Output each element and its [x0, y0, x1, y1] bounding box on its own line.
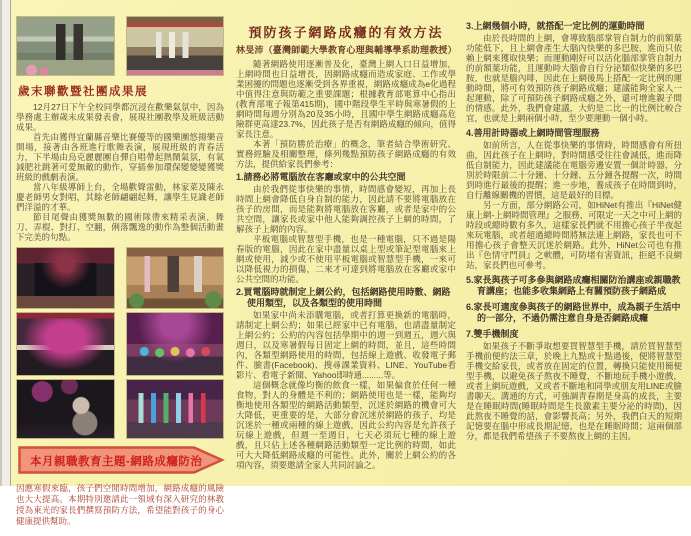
left-column	[16, 16, 224, 536]
photo-purple-stage-performers	[126, 312, 225, 376]
section-heading-3: 3.上網幾個小時，就搭配一定比例的運動時間	[466, 21, 645, 31]
section-heading-5: 5.家長與孩子可多參與網路成癮相關防治講座或親職教育講座；也能多收集網路上有關預防孩子網路成	[466, 275, 681, 296]
banner-footer-paragraph: 因應寒假來臨，孩子們空閒時間增加，網路成癮的風險也大大提高。本期特別邀請此一領域有深入研究的林教授為東光的家長們撰寫預防方法，希望能對孩子的身心健康提供幫助。	[16, 483, 224, 526]
middle-column	[236, 16, 456, 470]
section-heading-4: 4.善用計時器或上網時間管理服務	[466, 128, 600, 138]
paragraph: 由於我們從事快樂的事情，時間感會變短，再加上長時間上網會降低自身自制的能力，因此請不要將電腦放在孩子的房間，而是能夠將電腦放在客廳，或者是家中的公共空間，讓家長或家中他人能夠調控孩子上網的時間，了解孩子上網的內容。	[236, 184, 456, 234]
photo-row-4	[16, 379, 224, 439]
paragraph: 這個概念就像均衡的飲食一樣，如果偏食於任何一種食物，對人的身體是不利的；網路使用也是一樣，能夠均衡地使用各類型的網路活動類型，沉迷於網路的機會可大大降低，更重要的是，大部分會沉迷於網路的孩子，均是沉迷於一種或兩種的線上遊戲，因此公約內容是允許孩子玩線上遊戲，但週一至週日，七天必須玩七種的線上遊戲，且只佔上述各種網路活動類型一定比例的時間，如此可大大降低網路成癮的可能性。此外，關於上網公約的各項內容，須要邀請全家人共同討論之。	[236, 380, 456, 470]
photo-dance-stage	[126, 247, 225, 309]
paragraph: 另一方面，部分網路公司，如HiNet有推出『HiNet健康上網-上網時間管理』之服務，可限定一天之中可上網的時段或總時數有多久，這樣家長們就不用擔心孩子半夜起來玩電腦，或者超過總時間將無法連上網路，家長也可不用擔心孩子會整天沉迷於網路。此外，HiNet公司也有推出『色情守門員』之軟體，可防堵有害資訊，拒絕不良網站，家長們也可參考。	[466, 200, 682, 270]
section-heading-6: 6.家長可適度參與孩子的網路世界中，成為親子生活中的一部分，不過仍需注意自身是否網路成癮	[466, 302, 681, 323]
scan-edge-shadow	[0, 0, 2, 486]
paragraph: 首先由獲得宜蘭縣音樂比賽優等的國樂團悠揚樂音開場，接著由各班進行歌舞表演，展現班級的青春活力，下半場由烏克麗麗團自彈自唱帶起熱鬧氣氛，有氧減肥社跳著可愛無敵的動作，穿插參加環保變變變獲獎班級的戲劇表演。	[16, 132, 224, 182]
photo-costume-stage	[126, 16, 225, 76]
photo-ceremony-speech	[16, 16, 115, 76]
paragraph: 本著「預防勝於治療」的概念，筆者結合學術研究、實務經驗及相關整理，條列幾點預防孩子網路成癮的有效方法，提供給家長們參考：	[236, 139, 456, 169]
paragraph: 12月27日下午全校同學都沉浸在歡樂氣氛中，因為學務處主辦歲末成果發表會，展現社團教學及班級活動成果。	[16, 102, 224, 132]
paragraph: 如前所言，人在從事快樂的事情時，時間感會有所扭曲，因此孩子在上網時，對時間感受往往會減低，進而降低自制能力，因此建議能在電腦旁邊安置一個計時器，分別於時限前二十分鐘、十分鐘、五分鐘各提醒一次，時間到時進行最後的提醒；進一步地，養成孩子在時間到時，自行離線關機的習慣，這是最好的目標。	[466, 140, 682, 200]
photo-singer-dark-stage	[16, 379, 115, 439]
photo-row-3	[16, 312, 224, 376]
paragraph: 當八年級導師上台，全場歡聲雷動，林家菜及陳永慶老師男女對唱，其餘老師翩翩起舞，讓學生見識老師們洋溢的才華。	[16, 182, 224, 212]
paragraph: 如果孩子不斷爭取想要買智慧型手機，請於買智慧型手機前便約法三章，於晚上九點或十點過後，便將智慧型手機交給家長，或者放在固定的位置，轉換只能使用簡便型手機，以避免孩子熬夜不睡覺，不斷地玩手機小遊戲，或者上網玩遊戲，又或者不斷地和同學或朋友用LINE或臉書聊天。溝通的方式，可強調青春期是身高的成長，主要是在睡眠時間(睡眠時間是生長激素主要分泌的時間)，因此熬夜不睡覺的話，會影響長高；另外，我們白天的短期記憶要在腦中形成長期記憶，也是在睡眠時間；這兩個部分，都是我們希望孩子不要熬夜上網的主因。	[466, 341, 682, 441]
article-author: 林旻沛（臺灣師範大學教育心理與輔導學系助理教授）	[236, 45, 457, 55]
section-heading-1: 1.請務必將電腦放在客廳或家中的公共空間	[236, 172, 406, 182]
photo-black-team-stage	[16, 247, 115, 309]
paragraph: 平板電腦或智慧型手機，也是一種電腦，只不過是陽春版的電腦，因此在家中盡量以桌上型或筆記型電腦來上網或使用，減少或不使用平板電腦或智慧型手機，一來可以降低視力的損傷，二來才可達到將電腦放在客廳或家中公共空間的功能。	[236, 234, 456, 284]
monthly-topic-banner	[18, 446, 224, 474]
photo-row-2	[16, 247, 224, 309]
photo-magenta-stage-lineup	[16, 312, 115, 376]
left-article-title: 歲末聯歡暨社團成果展	[18, 86, 148, 98]
photo-row-1	[16, 16, 224, 76]
article-title: 預防孩子網路成癮的有效方法	[248, 25, 444, 40]
right-column	[466, 16, 682, 441]
banner-label: 本月親職教育主題-網路成癮防治	[30, 456, 203, 468]
paragraph: 如果家中尚未添購電腦，或者打算更換新的電腦時，請制定上網公約；如果已經家中已有電腦，也請盡量制定上網公約；公約的內容包括學期中的週一到週五，週六與週日，以及寒暑假每日固定上網的時間，並且，這些時間內，各類型網路使用的時間，包括線上遊戲、收發電子郵件、臉書(Facebook)、搜尋課業資料、LINE、YouTube看影片、看電子新聞、Yahoo即時通.........等。	[236, 310, 456, 380]
section-heading-7: 7.雙手機制度	[466, 329, 519, 339]
paragraph: 隨著網路使用逐漸普及化，臺灣上網人口日益增加，上網時間也日益增長，因網路成癮而造成家庭、工作或學業困擾的問題也逐漸受到各界重視，網路成癮成為e化過程中值得注意與防範之重要課題；根據教育部電算中心指出(教育部電子報第415期)，國中階段學生平時與寒暑假的上網時間每週分別為20及35小時，且國中學生網路成癮高危險群更高達23.7%，因此孩子是否有網路成癮的傾向，值得家長注意。	[236, 59, 456, 139]
paragraph: 節目尾聲由獲獎無數的國術隊帶來精采表演，舞刀、弄棍、對打、空翻，俐落飄逸的動作為整個活動畫下完美的句點。	[16, 212, 224, 242]
left-article-body	[16, 102, 224, 242]
section-heading-2: 2.買電腦時就制定上網公約，包括網路使用時數、網路使用類型，以及各類型的使用時間	[236, 287, 451, 308]
photo-qipao-lineup	[126, 379, 225, 439]
paragraph: 由於長時間的上網，會導致腦部掌管自制力的前額葉功能低下，且上網會產生大腦內快樂的多巴胺，進而只依賴上網來獲取快樂；而運動剛好可以活化腦部掌管自制力的前額葉功能，且運動時大腦會自行分泌類似快樂的多巴胺，也就是腦內啡，因此在上網後馬上搭配一定比例的運動時間，將可有效預防孩子網路成癮；建議能夠全家人一起運動，除了可預防孩子網路成癮之外，還可增進親子間的情感。此外，我們會建議，大約是二比一的比例比較合宜，也就是上網兩個小時，至少要運動一個小時。	[466, 33, 682, 123]
